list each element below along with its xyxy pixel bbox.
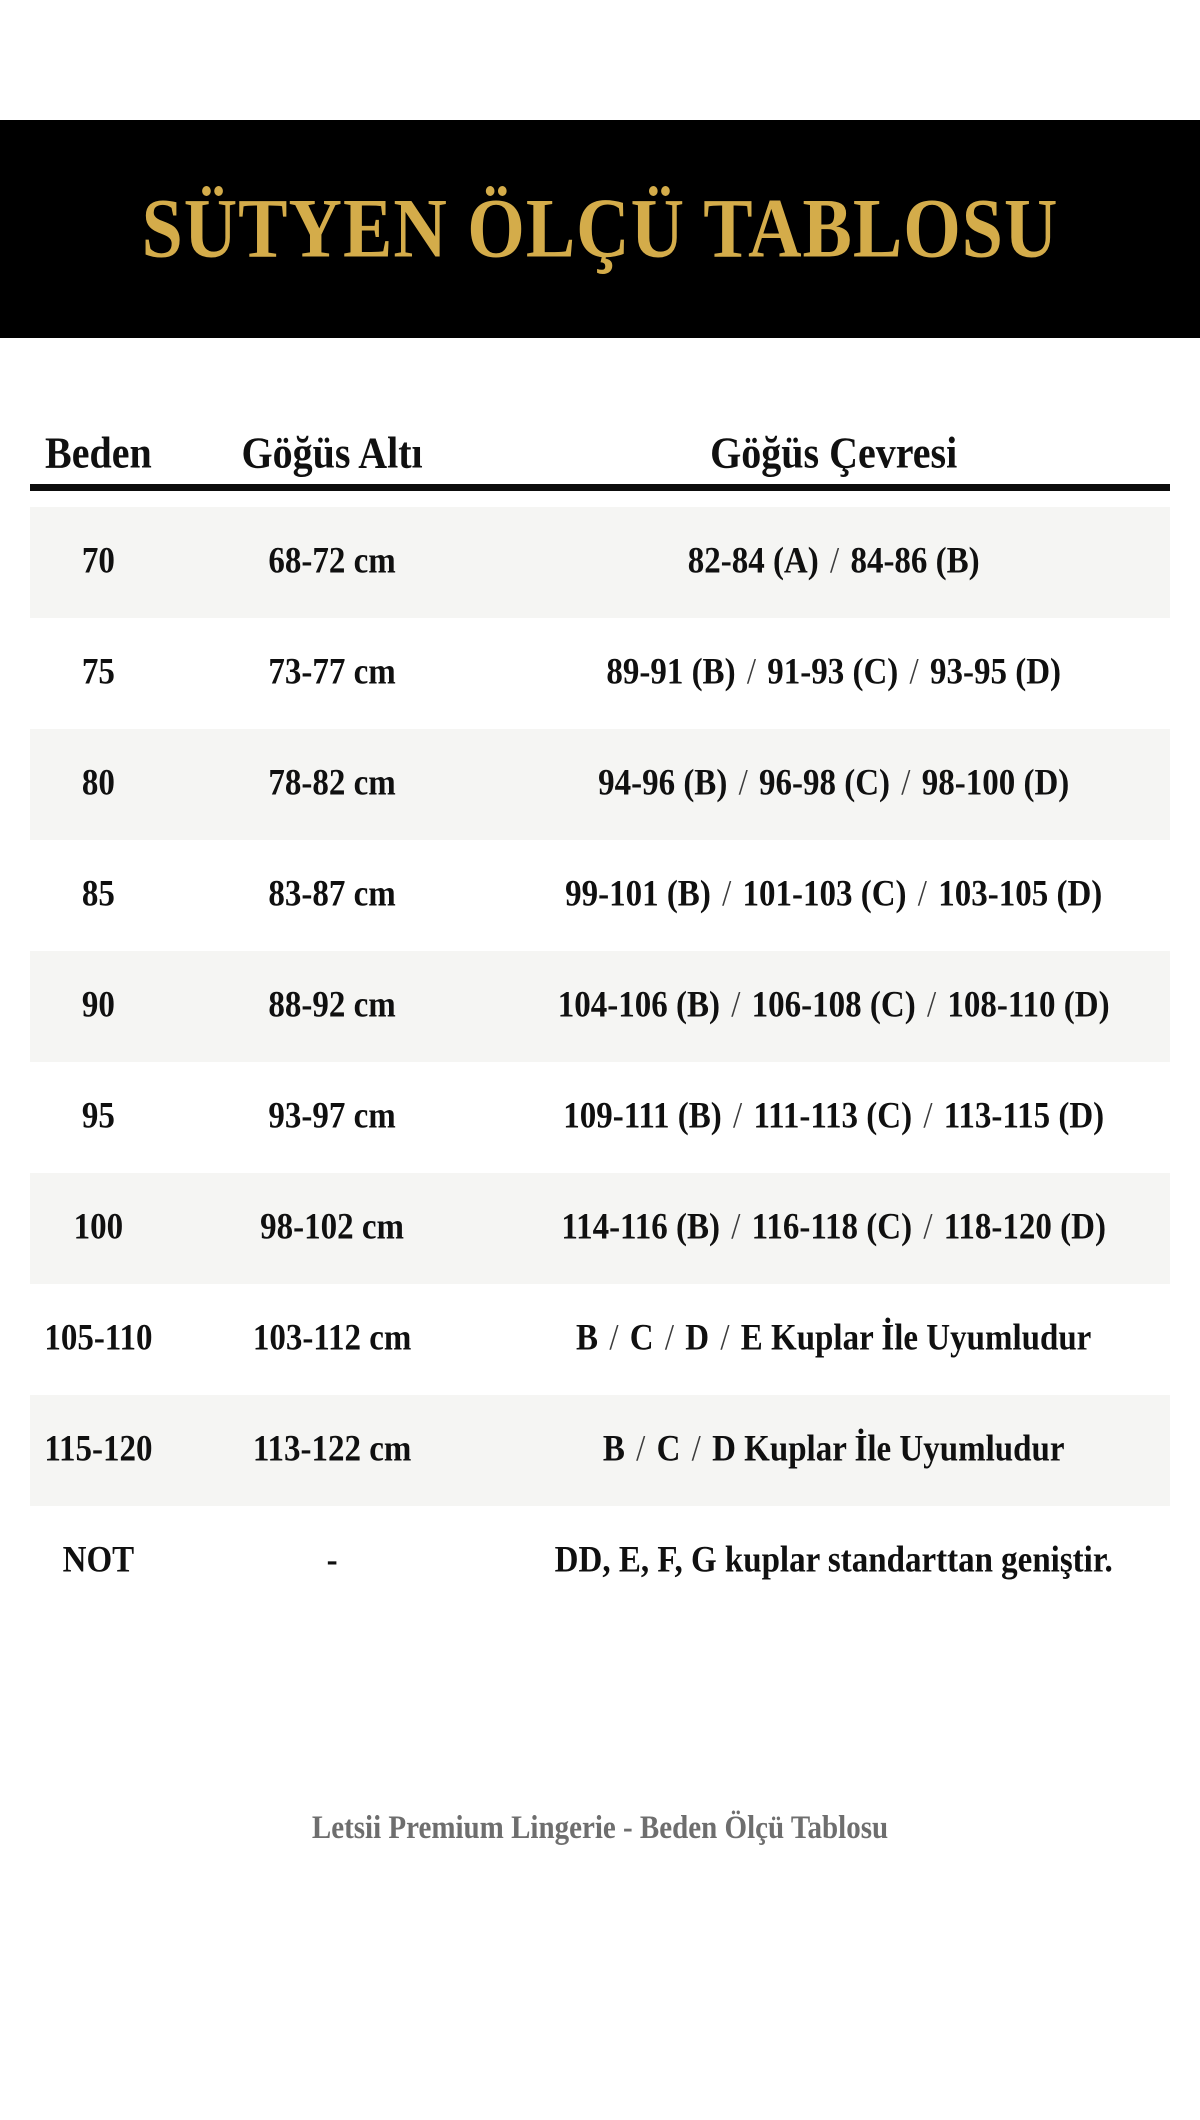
cell-gogus-cevresi: DD, E, F, G kuplar standarttan geniştir. [554,1539,1113,1581]
slash-separator: / [691,1428,701,1470]
slash-separator: / [746,651,756,693]
table-row [30,840,1170,951]
cell-beden: 105-110 [44,1317,153,1359]
column-header-gogus-cevresi: Göğüs Çevresi [710,427,958,478]
cell-beden: 75 [81,651,115,693]
slash-separator: / [738,762,748,804]
cell-gogus-alti: 93-97 cm [268,1095,396,1137]
table-row [30,507,1170,618]
cell-gogus-alti: 98-102 cm [260,1206,405,1248]
slash-separator: / [664,1317,674,1359]
slash-separator: / [917,873,927,915]
cell-beden: 85 [81,873,115,915]
cell-gogus-alti: 78-82 cm [268,762,396,804]
table-row [30,1284,1170,1395]
table-rows [30,507,1170,1617]
cell-gogus-cevresi: 89-91 (B) / 91-93 (C) / 93-95 (D) [606,651,1062,693]
cell-gogus-alti: 88-92 cm [268,984,396,1026]
table-row [30,1395,1170,1506]
cell-gogus-cevresi: B / C / D / E Kuplar İle Uyumludur [576,1317,1092,1359]
table-row [30,1173,1170,1284]
cell-gogus-cevresi: 104-106 (B) / 106-108 (C) / 108-110 (D) [557,984,1110,1026]
column-header-beden: Beden [45,427,152,478]
cell-gogus-alti: 103-112 cm [252,1317,412,1359]
cell-beden: 100 [73,1206,124,1248]
cell-beden: 70 [81,540,115,582]
cell-gogus-cevresi: 82-84 (A) / 84-86 (B) [687,540,980,582]
page-title: SÜTYEN ÖLÇÜ TABLOSU [141,181,1059,276]
slash-separator: / [722,873,732,915]
cell-gogus-cevresi: 114-116 (B) / 116-118 (C) / 118-120 (D) [561,1206,1106,1248]
cell-gogus-cevresi: 99-101 (B) / 101-103 (C) / 103-105 (D) [565,873,1103,915]
cell-gogus-alti: 73-77 cm [268,651,396,693]
footer-brand-text: Letsii Premium Lingerie - Beden Ölçü Tablosu [311,1810,889,1847]
slash-separator: / [923,1206,933,1248]
slash-separator: / [609,1317,619,1359]
cell-gogus-alti: - [326,1539,338,1581]
cell-gogus-cevresi: 109-111 (B) / 111-113 (C) / 113-115 (D) [563,1095,1105,1137]
title-band [0,120,1200,338]
cell-gogus-alti: 83-87 cm [268,873,396,915]
cell-beden: 115-120 [44,1428,153,1470]
table-row [30,618,1170,729]
slash-separator: / [731,1206,741,1248]
slash-separator: / [923,1095,933,1137]
cell-beden: 90 [81,984,115,1026]
column-header-gogus-alti: Göğüs Altı [241,427,423,478]
table-row [30,729,1170,840]
cell-gogus-cevresi: B / C / D Kuplar İle Uyumludur [602,1428,1065,1470]
slash-separator: / [901,762,911,804]
slash-separator: / [830,540,840,582]
table-row [30,1506,1170,1617]
cell-beden: NOT [62,1539,135,1581]
slash-separator: / [720,1317,730,1359]
slash-separator: / [909,651,919,693]
table-row [30,951,1170,1062]
slash-separator: / [636,1428,646,1470]
cell-gogus-cevresi: 94-96 (B) / 96-98 (C) / 98-100 (D) [598,762,1070,804]
cell-gogus-alti: 113-122 cm [252,1428,412,1470]
size-table [30,394,1170,1617]
slash-separator: / [733,1095,743,1137]
table-header-row [30,394,1170,491]
slash-separator: / [926,984,937,1026]
cell-beden: 95 [81,1095,115,1137]
table-row [30,1062,1170,1173]
slash-separator: / [731,984,741,1026]
cell-beden: 80 [81,762,115,804]
cell-gogus-alti: 68-72 cm [268,540,396,582]
